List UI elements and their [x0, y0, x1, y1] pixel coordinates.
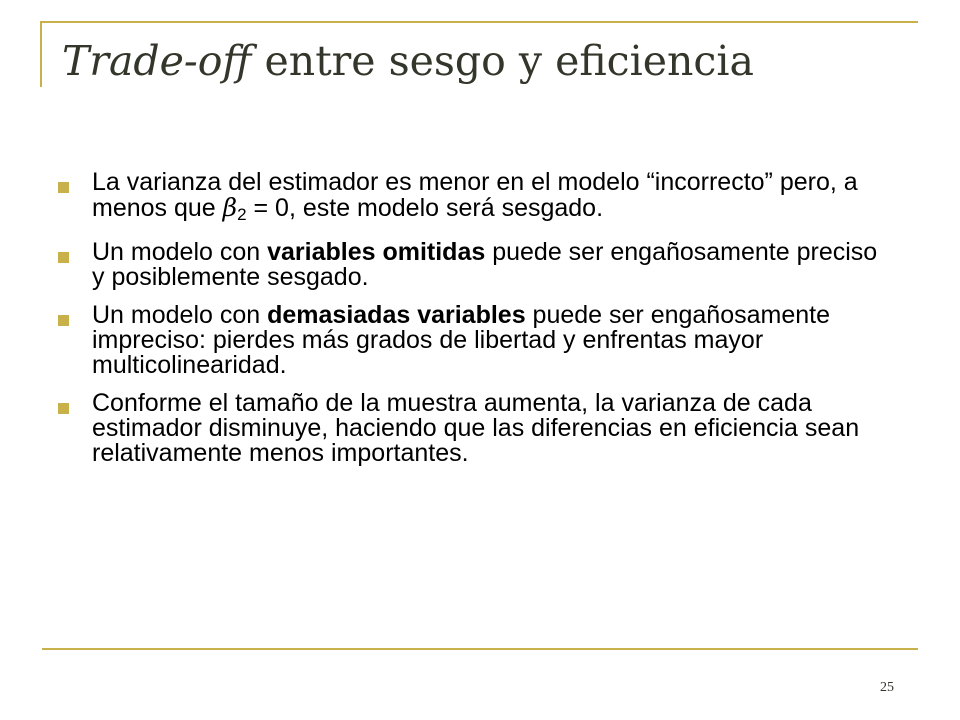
frame-top-line — [40, 21, 918, 23]
bullet-list — [58, 170, 888, 479]
bullet-bold-term: variables omitidas — [267, 238, 486, 266]
slide-title — [62, 38, 754, 85]
beta-symbol: β — [222, 193, 238, 222]
frame-bottom-line — [42, 648, 918, 650]
list-item — [58, 170, 888, 227]
title-italic: Trade-off — [62, 37, 252, 85]
frame-left-line — [40, 21, 42, 87]
beta-subscript: 2 — [237, 205, 247, 224]
square-bullet-icon — [58, 315, 69, 326]
page-number: 25 — [880, 680, 894, 695]
bullet-text-part: Un modelo con — [92, 238, 268, 266]
bullet-text: Conforme el tamaño de la muestra aumenta, la varianza de cada estimador disminuye, haciendo que las diferencias en eficiencia sean relativamente menos importantes. — [92, 389, 860, 467]
square-bullet-icon — [58, 403, 69, 414]
bullet-text — [92, 240, 888, 290]
bullet-text-part: = 0, este modelo será sesgado. — [246, 194, 604, 222]
list-item — [58, 240, 888, 290]
bullet-text-part: La varianza del estimador es menor en el modelo “incorrecto” pero, a menos que — [92, 168, 858, 222]
bullet-text-part: Un modelo con — [92, 301, 268, 329]
bullet-bold-term: demasiadas variables — [267, 301, 526, 329]
square-bullet-icon — [58, 252, 69, 263]
title-text: entre sesgo y eficiencia — [251, 37, 754, 85]
bullet-text-part: puede ser engañosamente impreciso: pierdes más grados de libertad y enfrentas mayor multicolinearidad. — [92, 301, 831, 379]
bullet-text-part: puede ser engañosamente preciso y posiblemente sesgado. — [92, 238, 878, 291]
bullet-text — [92, 170, 888, 227]
bullet-text — [92, 303, 888, 378]
list-item — [58, 391, 888, 466]
square-bullet-icon — [58, 182, 69, 193]
list-item — [58, 303, 888, 378]
